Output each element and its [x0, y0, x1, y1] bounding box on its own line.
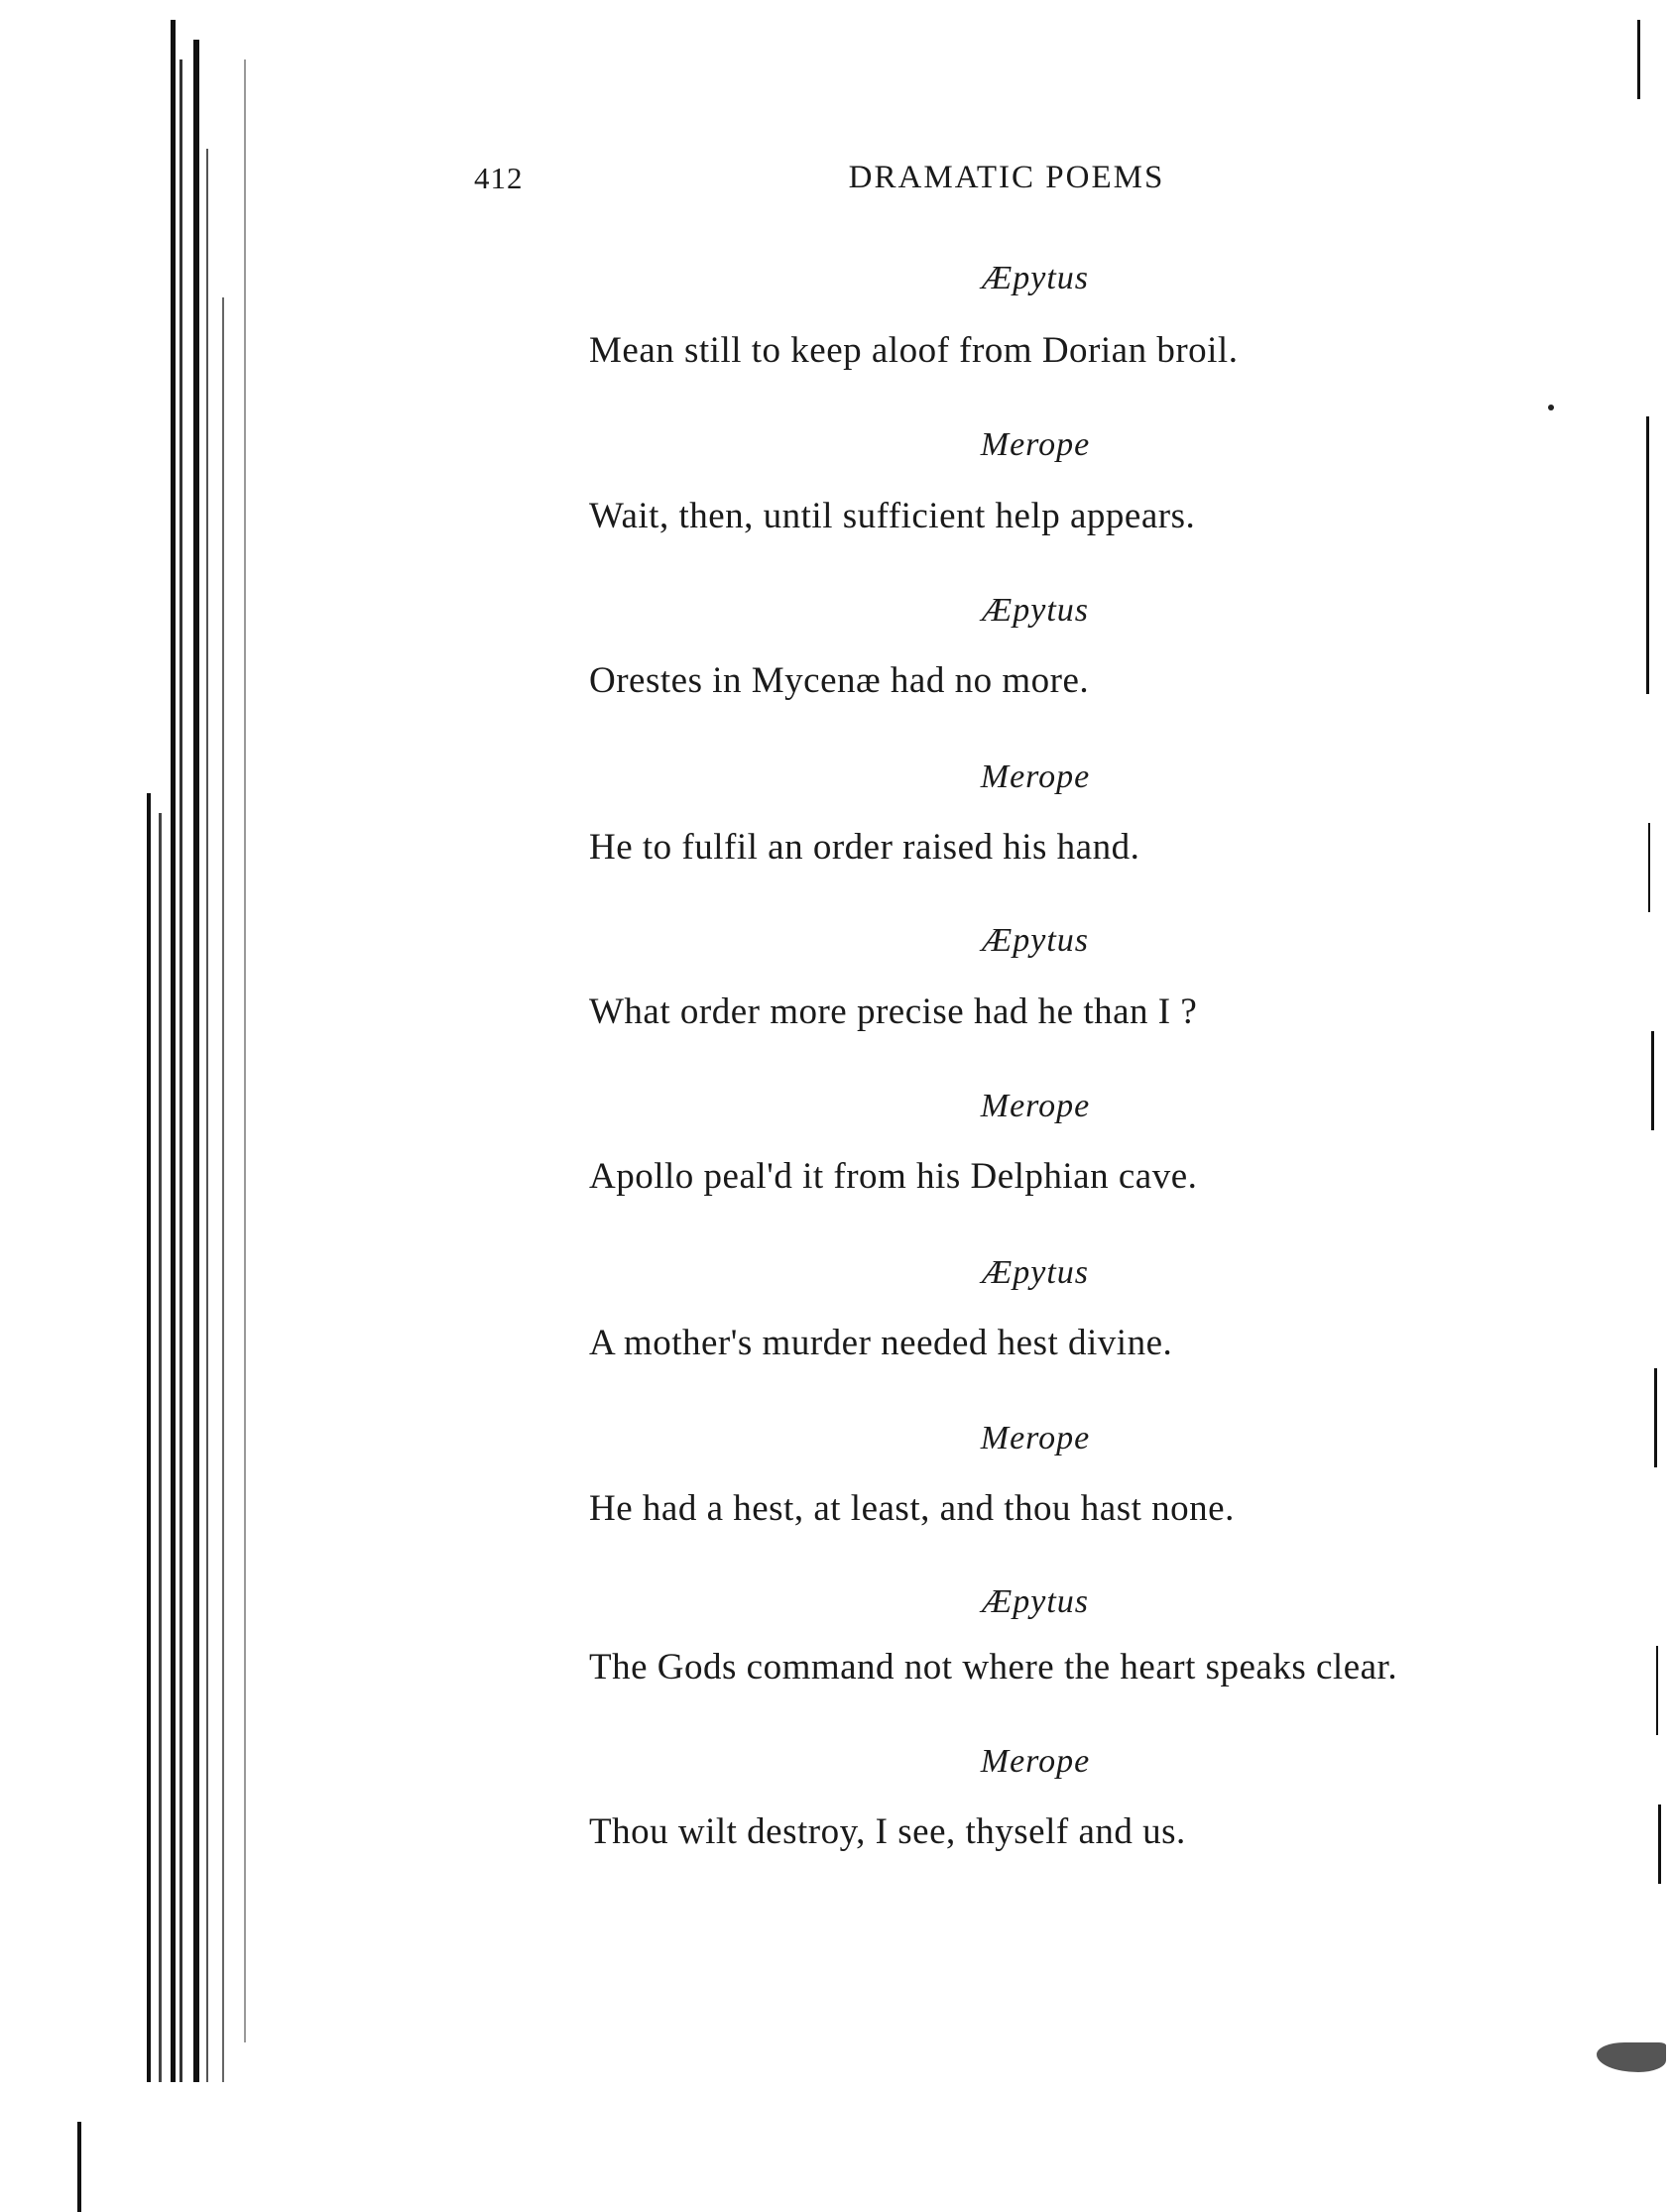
verse-line: Orestes in Mycenæ had no more.: [589, 660, 1090, 701]
verse-line: Thou wilt destroy, I see, thyself and us.: [589, 1811, 1186, 1852]
speaker-name: Merope: [980, 758, 1091, 795]
binding-edge-shadow: [179, 59, 182, 2082]
scan-speck: [1597, 2042, 1666, 2072]
running-title: DRAMATIC POEMS: [848, 160, 1165, 195]
speaker-name: Æpytus: [982, 592, 1089, 629]
speaker-name: Merope: [980, 426, 1091, 463]
verse-line: The Gods command not where the heart speaks clear.: [589, 1647, 1398, 1688]
page-edge-mark: [1648, 823, 1650, 912]
speaker-name: Æpytus: [982, 1583, 1089, 1620]
page-edge-mark: [1637, 20, 1640, 99]
verse-line: He had a hest, at least, and thou hast none.: [589, 1488, 1235, 1529]
page-edge-mark: [1651, 1031, 1654, 1130]
binding-edge-shadow: [244, 59, 246, 2042]
speaker-name: Æpytus: [982, 922, 1089, 959]
binding-edge-shadow: [77, 2122, 81, 2212]
binding-edge-shadow: [193, 40, 199, 2082]
speaker-name: Merope: [980, 1420, 1091, 1456]
verse-line: Apollo peal'd it from his Delphian cave.: [589, 1156, 1198, 1197]
page-edge-mark: [1658, 1805, 1661, 1884]
scan-speck: [1548, 405, 1554, 410]
speaker-name: Æpytus: [982, 260, 1089, 296]
verse-line: He to fulfil an order raised his hand.: [589, 827, 1140, 868]
binding-edge-shadow: [159, 813, 162, 2082]
verse-line: Wait, then, until sufficient help appears.: [589, 496, 1196, 536]
binding-edge-shadow: [171, 20, 176, 2082]
speaker-name: Merope: [980, 1743, 1091, 1780]
page-edge-mark: [1646, 416, 1649, 694]
binding-edge-shadow: [222, 297, 224, 2082]
speaker-name: Merope: [980, 1088, 1091, 1124]
page-edge-mark: [1656, 1646, 1658, 1735]
page-number: 412: [474, 161, 524, 195]
page-edge-mark: [1654, 1368, 1657, 1467]
verse-line: What order more precise had he than I ?: [589, 991, 1198, 1032]
speaker-name: Æpytus: [982, 1254, 1089, 1291]
binding-edge-shadow: [206, 149, 208, 2082]
verse-line: Mean still to keep aloof from Dorian broil.: [589, 330, 1239, 371]
binding-edge-shadow: [147, 793, 151, 2082]
verse-line: A mother's murder needed hest divine.: [589, 1323, 1173, 1363]
